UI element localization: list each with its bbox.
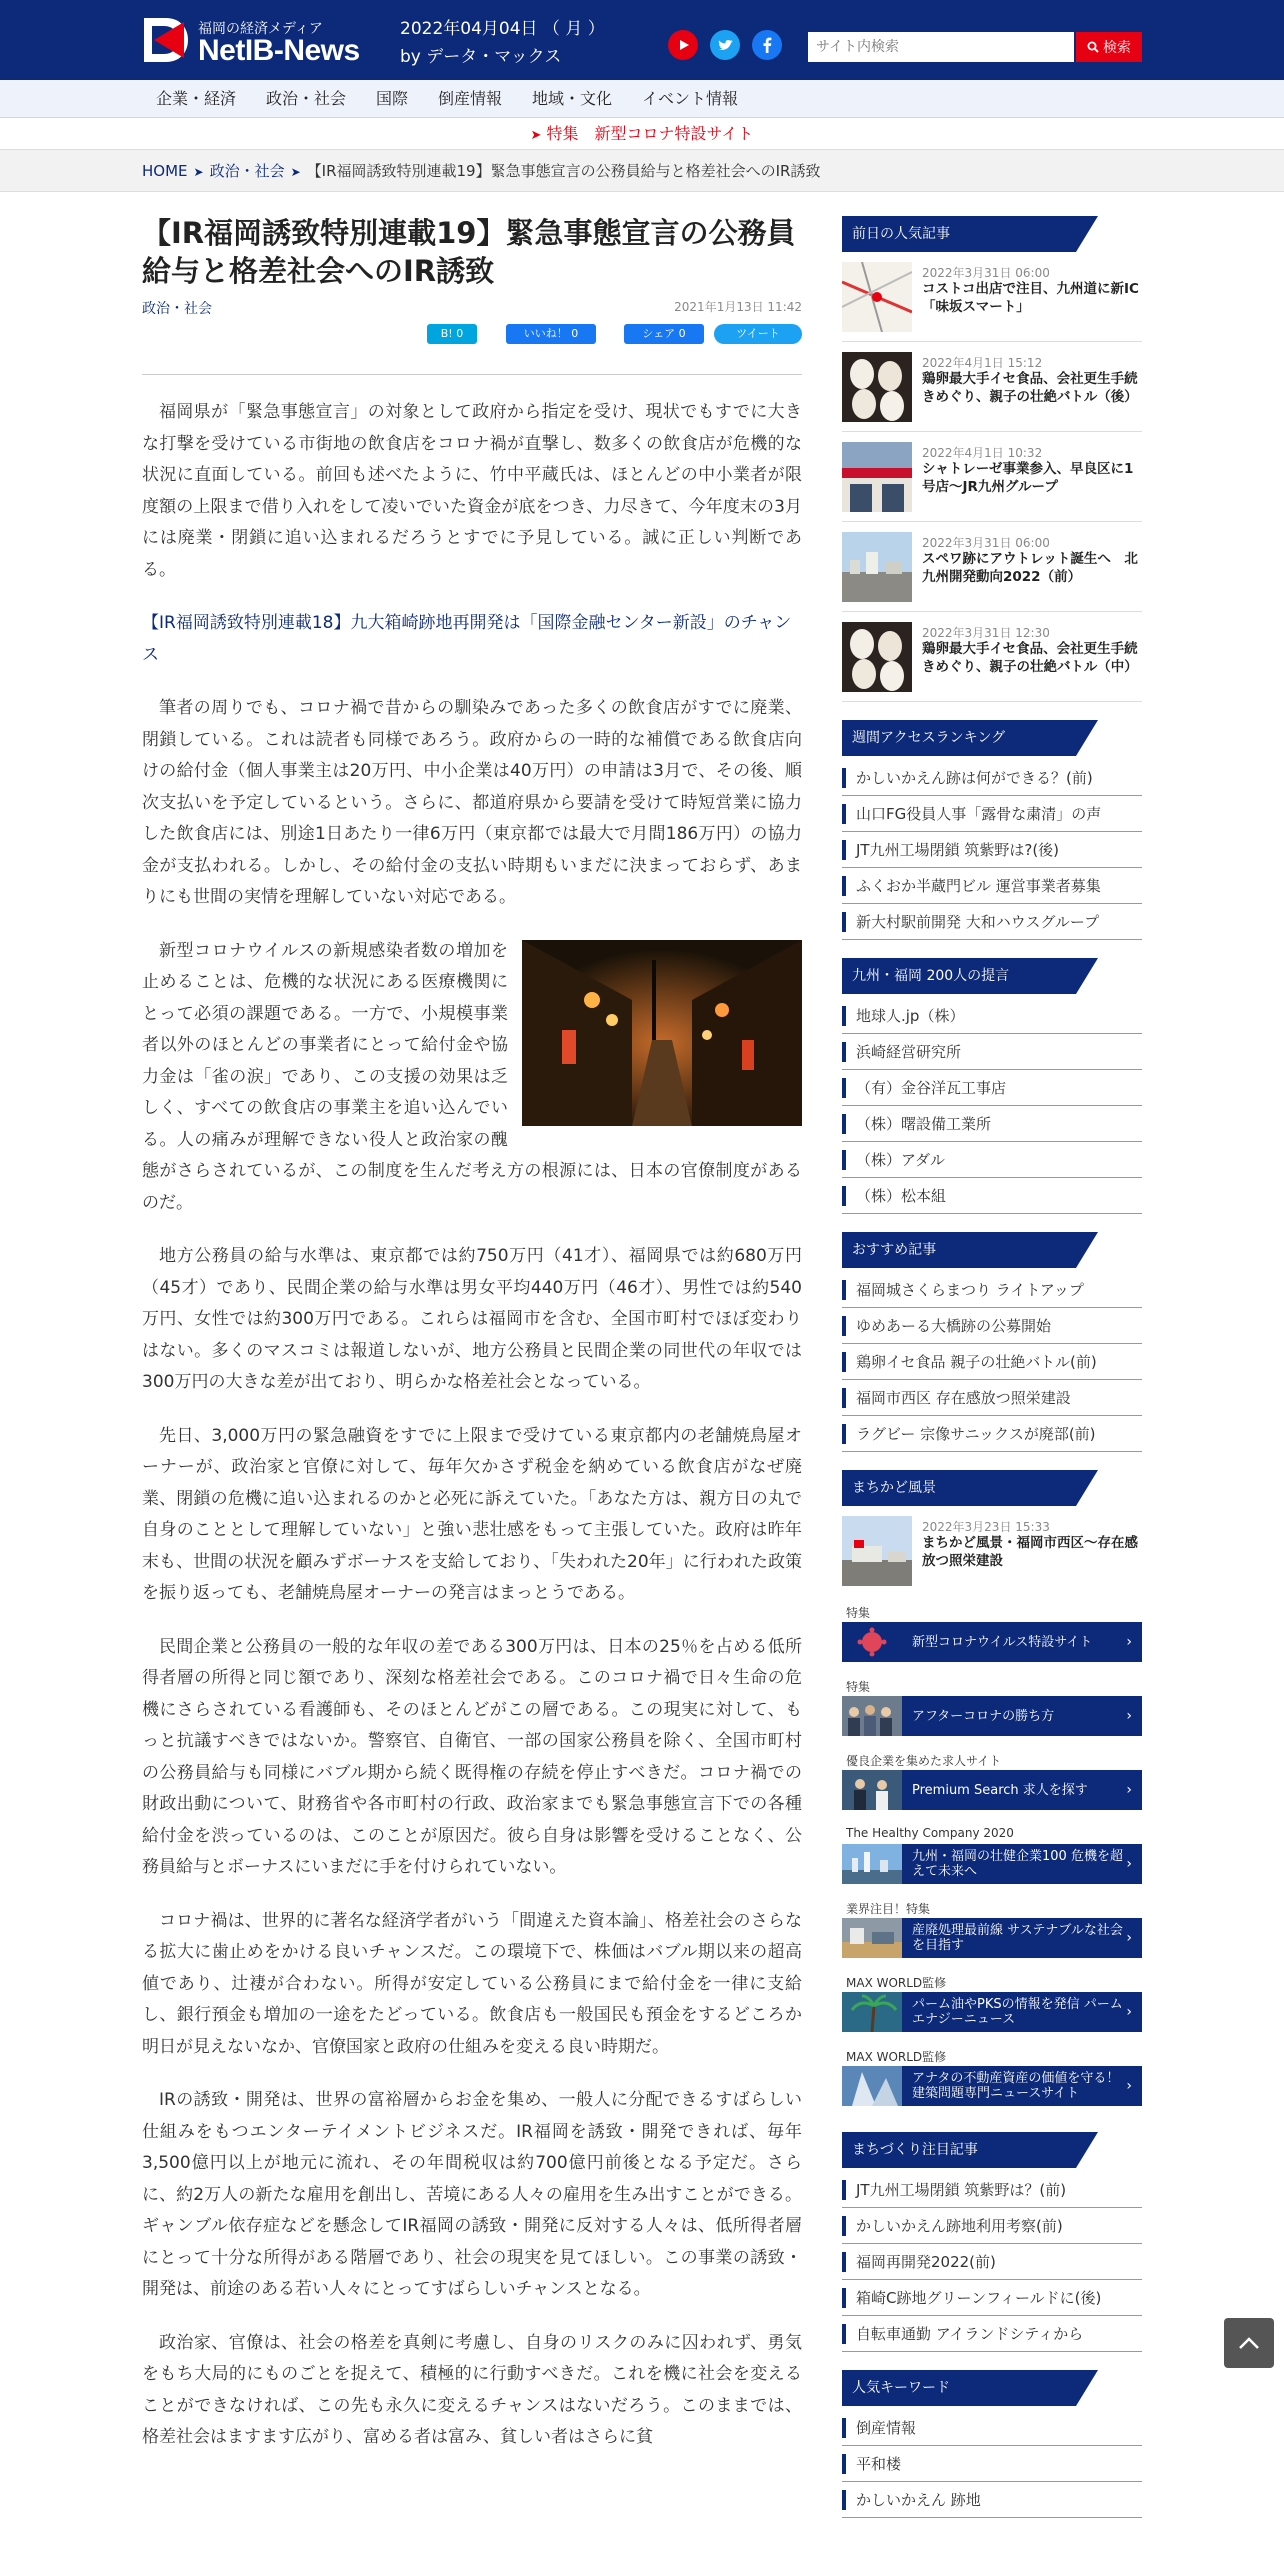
share-buttons [142, 324, 802, 350]
article-paragraph: 民間企業と公務員の一般的な年収の差である300万円は、日本の25％を占める低所得者層の所得と同じ額であり、深刻な格差社会である。このコロナ禍で日々生命の危機にさらされている看護師も、そのほとんどがこの層である。この現実に対して、もっと抗議すべきではないか。警察官、自衛官、一部の国家公務員を除く、全国市町村の公務員給与も同様にバブル期から続く既得権の存続を停止すべきだ。コロナ禍での財政出動について、財務省や各市町村の行政、政治家までも緊急事態宣言下での各種給付金を渋っているのは、このことが原因だ。彼ら自身は影響を受けることなく、公務員給与とボーナスにいまだに手を付けられていない。 [142, 1636, 802, 1877]
logo-mark-icon [140, 14, 192, 66]
popular-item-date: 2022年3月31日 06:00 [922, 536, 1050, 550]
banner-premium-search[interactable] [842, 1752, 1142, 1824]
search-icon [1087, 41, 1099, 53]
banner-building-issues[interactable] [842, 2048, 1142, 2120]
chevron-right-icon: › [1126, 2078, 1132, 2094]
teigen-item[interactable]: （株）松本組 [842, 1178, 1142, 1214]
thumbnail-store [842, 442, 912, 512]
facebook-share-button[interactable]: シェア 0 [624, 324, 704, 344]
chevron-right-icon: › [1126, 1856, 1132, 1872]
recommend-item[interactable]: ラグビー 宗像サニックスが廃部(前) [842, 1416, 1142, 1452]
banner-label: 優良企業を集めた求人サイト [846, 1754, 1002, 1768]
top-header [0, 0, 1284, 80]
nav-item-region[interactable]: 地域・文化 [532, 89, 613, 108]
breadcrumb [0, 150, 1284, 192]
banner-text: アフターコロナの勝ち方 [912, 1708, 1055, 1724]
thumbnail-map [842, 262, 912, 332]
banner-text: 産廃処理最前線 サステナブルな社会を目指す [912, 1923, 1123, 1953]
feature-link-bar[interactable] [0, 118, 1284, 150]
banner-label: MAX WORLD監修 [846, 2050, 947, 2064]
search-button[interactable] [1076, 32, 1142, 62]
recommend-item[interactable]: ゆめあーる大橋跡の公募開始 [842, 1308, 1142, 1344]
teigen-item[interactable]: （株）アダル [842, 1142, 1142, 1178]
facebook-icon[interactable] [752, 30, 782, 60]
chevron-right-icon: ➤ [290, 165, 301, 179]
banner-corona-site[interactable] [842, 1604, 1142, 1676]
machizukuri-item[interactable]: 箱崎C跡地グリーンフィールドに(後) [842, 2280, 1142, 2316]
article-photo-alley [522, 940, 802, 1126]
banner-waste-processing[interactable] [842, 1900, 1142, 1972]
crowd-image [842, 1696, 902, 1736]
logo-title: NetIB-News [198, 34, 360, 67]
nav-item-international[interactable]: 国際 [376, 89, 409, 108]
section-header-teigen: 九州・福岡 200人の提言 [842, 958, 1142, 994]
article-paragraph: 新型コロナウイルスの新規感染者数の増加を止めることは、危機的な状況にある医療機関にとって必須の課題である。一方で、小規模事業者以外のほとんどの事業者にとって給付金や協力金は「雀の涙」であり、この支援の効果は乏しく、すべての飲食店の事業主を追い込んでいる。人の痛みが理解できない役人と政治家の醜態がさらされているが、この制度を生んだ考え方の根源には、日本の官僚制度があるのだ。 [142, 940, 802, 1213]
twitter-icon[interactable] [710, 30, 740, 60]
teigen-item[interactable]: （有）金谷洋瓦工事店 [842, 1070, 1142, 1106]
banner-text: Premium Search 求人を探す [912, 1782, 1088, 1798]
section-header-popular: 前日の人気記事 [842, 216, 1142, 252]
popular-item-date: 2022年3月31日 06:00 [922, 266, 1050, 280]
related-article-link[interactable]: 【IR福岡誘致特別連載18】九大箱崎跡地再開発は「国際金融センター新設」のチャンス [142, 613, 792, 665]
keyword-item[interactable]: かしいかえん 跡地 [842, 2482, 1142, 2518]
popular-item-date: 2022年3月31日 12:30 [922, 626, 1050, 640]
recommend-item[interactable]: 福岡城さくらまつり ライトアップ [842, 1272, 1142, 1308]
article-paragraph: 地方公務員の給与水準は、東京都では約750万円（41才）、福岡県では約680万円（45才）であり、民間企業の給与水準は男女平均440万円（46才）、男性では約540万円、女性では約300万円である。これらは福岡市を含む、全国市町村でほぼ変わりはない。多くのマスコミは報道しないが、地方公務員と民間企業の同世代の年収では300万円の大きな差が出ており、明らかな格差社会となっている。 [142, 1246, 802, 1392]
hatena-bookmark-button[interactable]: B! 0 [427, 324, 477, 344]
thumbnail-building [842, 1516, 912, 1586]
banner-after-corona[interactable] [842, 1678, 1142, 1750]
banner-palm-energy[interactable] [842, 1974, 1142, 2046]
popular-item-title: 鶏卵最大手イセ食品、会社更生手続きめぐり、親子の壮絶バトル（後） [922, 371, 1138, 405]
breadcrumb-category[interactable]: 政治・社会 [209, 162, 285, 180]
popular-item-title: コストコ出店で注目、九州道に新IC「味坂スマート」 [922, 281, 1139, 315]
sidebar [842, 216, 1142, 2518]
nav-item-events[interactable]: イベント情報 [642, 89, 739, 108]
popular-item-title: シャトレーゼ事業参入、早良区に1号店～JR九州グループ [922, 461, 1134, 495]
chevron-right-icon: ➤ [193, 165, 204, 179]
machikado-title: まちかど風景・福岡市西区～存在感放つ照栄建設 [922, 1535, 1138, 1569]
machikado-item[interactable] [842, 1506, 1142, 1596]
machizukuri-item[interactable]: かしいかえん跡地利用考察(前) [842, 2208, 1142, 2244]
banner-label: 業界注目！特集 [846, 1902, 931, 1916]
weekly-ranking-item[interactable]: ふくおか半蔵門ビル 運営事業者募集 [842, 868, 1142, 904]
banner-label: 特集 [846, 1680, 871, 1694]
article [142, 210, 802, 2454]
chevron-right-icon: › [1126, 2004, 1132, 2020]
machizukuri-item[interactable]: 自転車通勤 アイランドシティから [842, 2316, 1142, 2352]
breadcrumb-home[interactable]: HOME [142, 162, 188, 180]
recommend-item[interactable]: 福岡市西区 存在感放つ照栄建設 [842, 1380, 1142, 1416]
banner-text: パーム油やPKSの情報を発信 パームエナジーニュース [912, 1997, 1123, 2027]
waste-plant-image [842, 1918, 902, 1958]
article-paragraph: IRの誘致・開発は、世界の富裕層からお金を集め、一般人に分配できるすばらしい仕組みをもつエンターテイメントビジネスだ。IR福岡を誘致・開発できれば、毎年3,500億円以上が地元に流れ、その年間税収は約700億円前後となる予定だ。さらに、約2万人の新たな雇用を創出し、苦境にある人々の雇用を生み出すことができる。ギャンブル依存症などを懸念してIR福岡の誘致・開発に反対する人々は、低所得者層にとって十分な所得がある階層であり、社会の現実を見てほしい。この事業の誘致・開発は、前途のある若い人々にとってすばらしいチャンスとなる。 [142, 2090, 802, 2299]
tweet-button[interactable]: ツイート [714, 324, 802, 344]
youtube-icon[interactable] [668, 30, 698, 60]
banner-label: MAX WORLD監修 [846, 1976, 947, 1990]
back-to-top-button[interactable] [1224, 2318, 1274, 2368]
site-logo[interactable] [140, 14, 400, 66]
header-date: 2022年04月04日 （ 月 ） [400, 19, 605, 39]
banner-healthy-company[interactable] [842, 1826, 1142, 1898]
banner-label: The Healthy Company 2020 [846, 1826, 1014, 1840]
article-date: 2021年1月13日 11:42 [674, 300, 802, 314]
banner-label: 特集 [846, 1606, 871, 1620]
banner-text: 九州・福岡の壮健企業100 危機を超えて未来へ [912, 1849, 1123, 1879]
divider [142, 374, 802, 375]
virus-icon [842, 1622, 902, 1662]
search-input[interactable] [808, 32, 1074, 62]
section-header-recommend: おすすめ記事 [842, 1232, 1142, 1268]
chevron-right-icon: › [1126, 1782, 1132, 1798]
popular-item[interactable] [842, 612, 1142, 702]
keyword-item[interactable]: 平和楼 [842, 2446, 1142, 2482]
header-publisher: by データ・マックス [400, 47, 562, 67]
skyline-image [842, 1844, 902, 1884]
breadcrumb-current: 【IR福岡誘致特別連載19】緊急事態宣言の公務員給与と格差社会へのIR誘致 [306, 162, 821, 180]
thumbnail-city [842, 532, 912, 602]
section-header-machikado: まちかど風景 [842, 1470, 1142, 1506]
section-header-keyword: 人気キーワード [842, 2370, 1142, 2406]
machizukuri-item[interactable]: JT九州工場閉鎖 筑紫野は？(前) [842, 2172, 1142, 2208]
recommend-item[interactable]: 鶏卵イセ食品 親子の壮絶バトル(前) [842, 1344, 1142, 1380]
global-nav [0, 80, 1284, 118]
popular-item-date: 2022年4月1日 10:32 [922, 446, 1043, 460]
feature-link-label: 特集 新型コロナ特設サイト [546, 124, 754, 143]
facebook-like-button[interactable]: いいね！ 0 [506, 324, 596, 344]
article-paragraph: 福岡県が「緊急事態宣言」の対象として政府から指定を受け、現状でもすでに大きな打撃を受けている市街地の飲食店をコロナ禍が直撃し、数多くの飲食店が危機的な状況に直面している。前回も述べたように、竹中平蔵氏は、ほとんどの中小業者が限度額の上限まで借り入れをして凌いでいた資金が底をつき、力尽きて、今年度末の3月には廃業・閉鎖に追い込まれるだろうとすでに予見している。誠に正しい判断である。 [142, 402, 802, 580]
chevron-up-icon [1224, 2318, 1274, 2368]
logo-subtitle: 福岡の経済メディア [198, 21, 323, 37]
article-paragraph: 筆者の周りでも、コロナ禍で昔からの馴染みであった多くの飲食店がすでに廃業、閉鎖している。これは読者も同様であろう。政府からの一時的な補償である飲食店向けの給付金（個人事業主は20万円、中小企業は40万円）の申請は3月で、その後、順次支払いを予定しているという。さらに、都道府県から要請を受けて時短営業に協力した飲食店には、別途1日あたり一律6万円（東京都では最大で月間186万円）の協力金が支払われる。しかし、その給付金の支払い時期もいまだに決まっておらず、あまりにも世間の実情を理解していない対応である。 [142, 698, 802, 907]
article-category[interactable]: 政治・社会 [142, 301, 212, 317]
nav-item-bankruptcy[interactable]: 倒産情報 [438, 89, 503, 108]
article-paragraph: コロナ禍は、世界的に著名な経済学者がいう「間違えた資本論」、格差社会のさらなる拡大に歯止めをかける良いチャンスだ。この環境下で、株価はバブル期以来の超高値であり、辻褄が合わない。所得が安定している公務員にまで給付金を一律に支給し、銀行預金も増加の一途をたどっている。飲食店も一般国民も預金をするどころか明日が見えないなか、官僚国家と政府の仕組みを変える良い時期だ。 [142, 1910, 802, 2057]
machizukuri-item[interactable]: 福岡再開発2022(前) [842, 2244, 1142, 2280]
teigen-item[interactable]: 浜崎経営研究所 [842, 1034, 1142, 1070]
chevron-right-icon: › [1126, 1708, 1132, 1724]
palm-image [842, 1992, 902, 2032]
building-image [842, 2066, 902, 2106]
chevron-right-icon: › [1126, 1634, 1132, 1650]
popular-item[interactable] [842, 522, 1142, 612]
teigen-item[interactable]: （株）曙設備工業所 [842, 1106, 1142, 1142]
banner-text: アナタの不動産資産の価値を守る！建築問題専門ニュースサイト [912, 2071, 1120, 2101]
machikado-date: 2022年3月23日 15:33 [922, 1520, 1050, 1534]
chevron-right-icon: ➤ [530, 128, 542, 143]
section-header-weekly: 週間アクセスランキング [842, 720, 1142, 756]
search-button-label: 検索 [1103, 40, 1131, 56]
chevron-right-icon: › [1126, 1930, 1132, 1946]
nav-item-politics[interactable]: 政治・社会 [266, 89, 347, 108]
section-header-machizukuri: まちづくり注目記事 [842, 2132, 1142, 2168]
weekly-ranking-item[interactable]: JT九州工場閉鎖 筑紫野は?(後) [842, 832, 1142, 868]
article-title: 【IR福岡誘致特別連載19】緊急事態宣言の公務員給与と格差社会へのIR誘致 [142, 216, 796, 288]
office-image [842, 1770, 902, 1810]
teigen-item[interactable]: 地球人.jp（株） [842, 998, 1142, 1034]
article-paragraph: 政治家、官僚は、社会の格差を真剣に考慮し、自身のリスクのみに囚われず、勇気をもち大局的にものごとを捉えて、積極的に行動すべきだ。これを機に社会を変えることができなければ、この先も永久に変えるチャンスはないだろう。このままでは、格差社会はますます広がり、富める者は富み、貧しい者はさらに貧 [142, 2332, 802, 2447]
weekly-ranking-item[interactable]: かしいかえん跡は何ができる？(前) [842, 760, 1142, 796]
thumbnail-eggs [842, 352, 912, 422]
popular-item-date: 2022年4月1日 15:12 [922, 356, 1043, 370]
popular-item-title: 鶏卵最大手イセ食品、会社更生手続きめぐり、親子の壮絶バトル（中） [922, 641, 1138, 675]
nav-item-business[interactable]: 企業・経済 [156, 89, 237, 108]
thumbnail-eggs [842, 622, 912, 692]
popular-item-title: スペワ跡にアウトレット誕生へ 北九州開発動向2022（前） [922, 551, 1138, 585]
popular-item[interactable] [842, 432, 1142, 522]
article-paragraph: 先日、3,000万円の緊急融資をすでに上限まで受けている東京都内の老舗焼鳥屋オーナーが、政治家と官僚に対して、毎年欠かさず税金を納めている飲食店がなぜ廃業、閉鎖の危機に追い込まれるのかと必死に訴えていた。「あなた方は、親方日の丸で自身のこととして理解していない」と強い悲壮感をもって主張していた。政府は昨年末も、世間の状況を顧みずボーナスを支給しており、「失われた20年」に行われた政策を振り返っても、老舗焼鳥屋オーナーの発言はまっとうである。 [142, 1425, 802, 1603]
weekly-ranking-item[interactable]: 山口FG役員人事「露骨な粛清」の声 [842, 796, 1142, 832]
banner-text: 新型コロナウイルス特設サイト [912, 1634, 1093, 1650]
popular-item[interactable] [842, 252, 1142, 342]
weekly-ranking-item[interactable]: 新大村駅前開発 大和ハウスグループ [842, 904, 1142, 940]
popular-item[interactable] [842, 342, 1142, 432]
keyword-item[interactable]: 倒産情報 [842, 2410, 1142, 2446]
